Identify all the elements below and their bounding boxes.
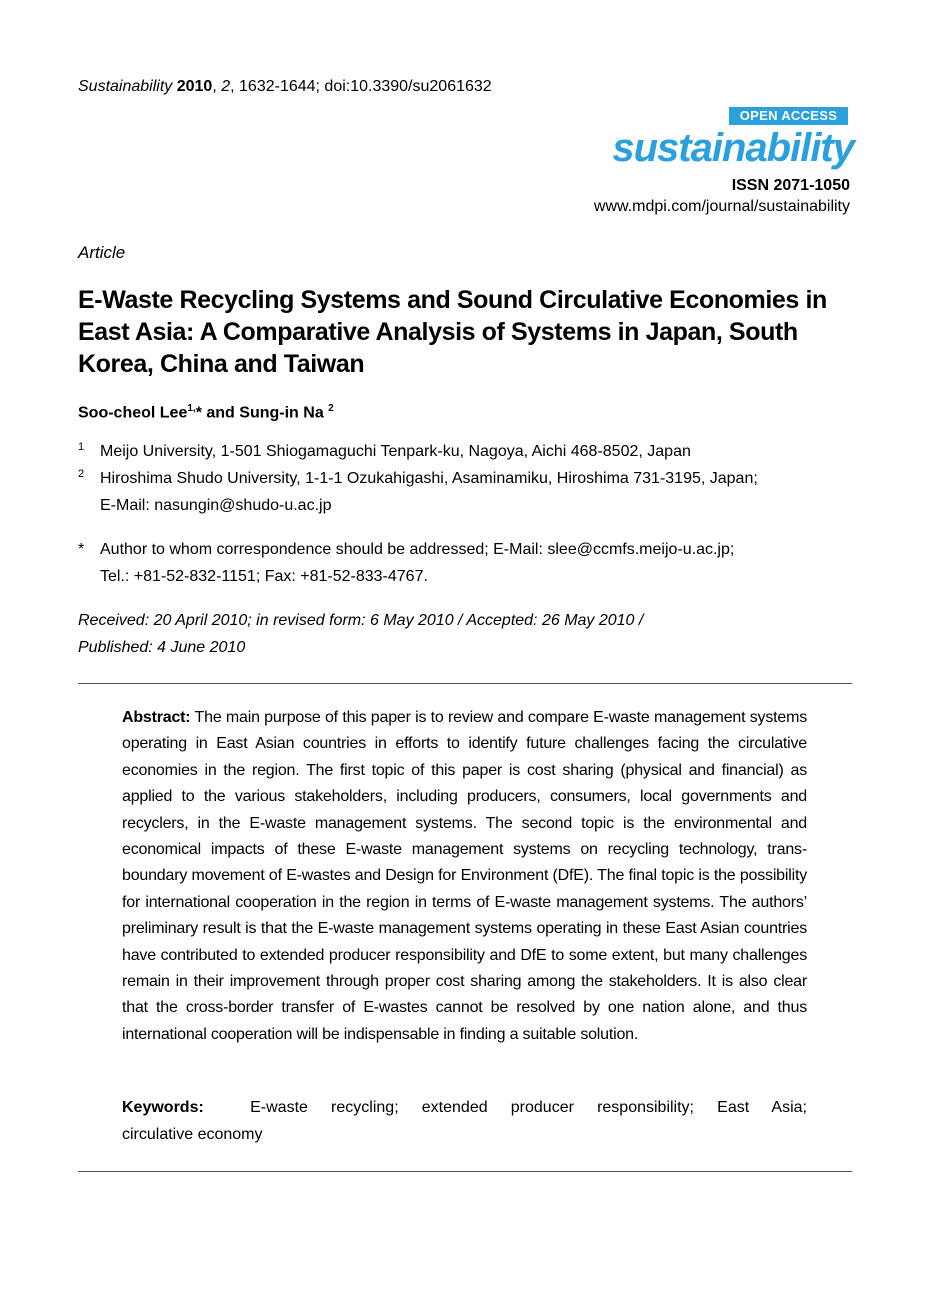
affiliations	[78, 438, 838, 519]
correspondence-line-2: Tel.: +81-52-832-1151; Fax: +81-52-833-4767.	[100, 568, 428, 585]
keywords-line-1: E-waste recycling; extended producer responsibility; East Asia;	[250, 1099, 808, 1116]
abstract-label: Abstract:	[122, 709, 191, 726]
abstract-text: The main purpose of this paper is to review and compare E-waste management systems operating in East Asian countries in efforts to identify future challenges facing the circulative economies in the region. The first topic of this paper is cost sharing (physical and financial) as applied to the various stakeholders, including producers, consumers, local governments and recyclers, in the E-waste management systems. The second topic is the environmental and economical impacts of these E-waste management systems on recycling technology, trans-boundary movement of E-wastes and Design for Environment (DfE). The final topic is the possibility for international cooperation in the region in terms of E-waste management systems. The authors’ preliminary result is that the E-waste management systems operating in these East Asian countries have contributed to extended producer responsibility and DfE to some extent, but many challenges remain in their improvement through proper cost sharing among the stakeholders. It is also clear that the cross-border transfer of E-wastes cannot be resolved by one nation alone, and thus international cooperation will be indispensable in finding a suitable solution.	[122, 709, 807, 1043]
affiliation-text: Meijo University, 1-501 Shiogamaguchi Tenpark-ku, Nagoya, Aichi 468-8502, Japan	[100, 443, 691, 460]
authors	[78, 403, 334, 422]
affiliation-1	[78, 438, 838, 465]
divider-bottom	[78, 1171, 852, 1172]
corresponding-star: *	[195, 404, 202, 422]
author-2: Sung-in Na	[239, 404, 324, 422]
correspondence-mark: *	[78, 541, 85, 558]
paper-title: E-Waste Recycling Systems and Sound Circulative Economies in East Asia: A Comparative Analysis of Systems in Japan, South Korea, China and Taiwan	[78, 286, 827, 378]
affiliation-mark	[78, 492, 100, 519]
article-type: Article	[78, 243, 126, 262]
abstract	[122, 705, 807, 1048]
citation-year: 2010	[176, 78, 213, 95]
affiliation-text: Hiroshima Shudo University, 1-1-1 Ozukahigashi, Asaminamiku, Hiroshima 731-3195, Japan;	[100, 470, 758, 487]
author-2-affil: 2	[328, 403, 334, 414]
keywords	[122, 1094, 807, 1148]
journal-name: Sustainability	[78, 78, 173, 95]
citation-line: Sustainability 2010, 2, 1632-1644; doi:10.3390/su2061632	[78, 78, 492, 95]
correspondence-row	[78, 536, 838, 563]
correspondence-line-1: Author to whom correspondence should be addressed; E-Mail: slee@ccmfs.meijo-u.ac.jp;	[100, 541, 735, 558]
keywords-label: Keywords:	[122, 1099, 204, 1116]
journal-logo: sustainability	[612, 126, 854, 170]
keywords-line-2: circulative economy	[122, 1126, 263, 1143]
journal-url[interactable]: www.mdpi.com/journal/sustainability	[593, 198, 850, 215]
citation-volume: 2	[221, 78, 231, 95]
issn: ISSN 2071-1050	[731, 177, 850, 194]
correspondence-row-2	[78, 563, 838, 590]
affiliation-mark: 1	[78, 441, 85, 453]
open-access-badge: OPEN ACCESS	[729, 107, 848, 125]
dates-line-1: Received: 20 April 2010; in revised form: 6 May 2010 / Accepted: 26 May 2010 /	[78, 612, 644, 629]
affiliation-2	[78, 465, 838, 492]
affiliation-2-email	[78, 492, 838, 519]
publication-dates	[78, 607, 838, 661]
affiliation-mark: 2	[78, 468, 85, 480]
keywords-line-1-wrap	[122, 1094, 807, 1121]
correspondence-indent	[78, 563, 100, 590]
authors-join: and	[201, 404, 240, 422]
author-1: Soo-cheol Lee	[78, 404, 188, 422]
correspondence	[78, 536, 838, 590]
divider-top	[78, 683, 852, 684]
citation-pages-doi: , 1632-1644; doi:10.3390/su2061632	[230, 78, 492, 95]
affiliation-email[interactable]: E-Mail: nasungin@shudo-u.ac.jp	[100, 497, 332, 514]
author-1-affil: 1,	[187, 403, 196, 414]
dates-line-2: Published: 4 June 2010	[78, 639, 246, 656]
